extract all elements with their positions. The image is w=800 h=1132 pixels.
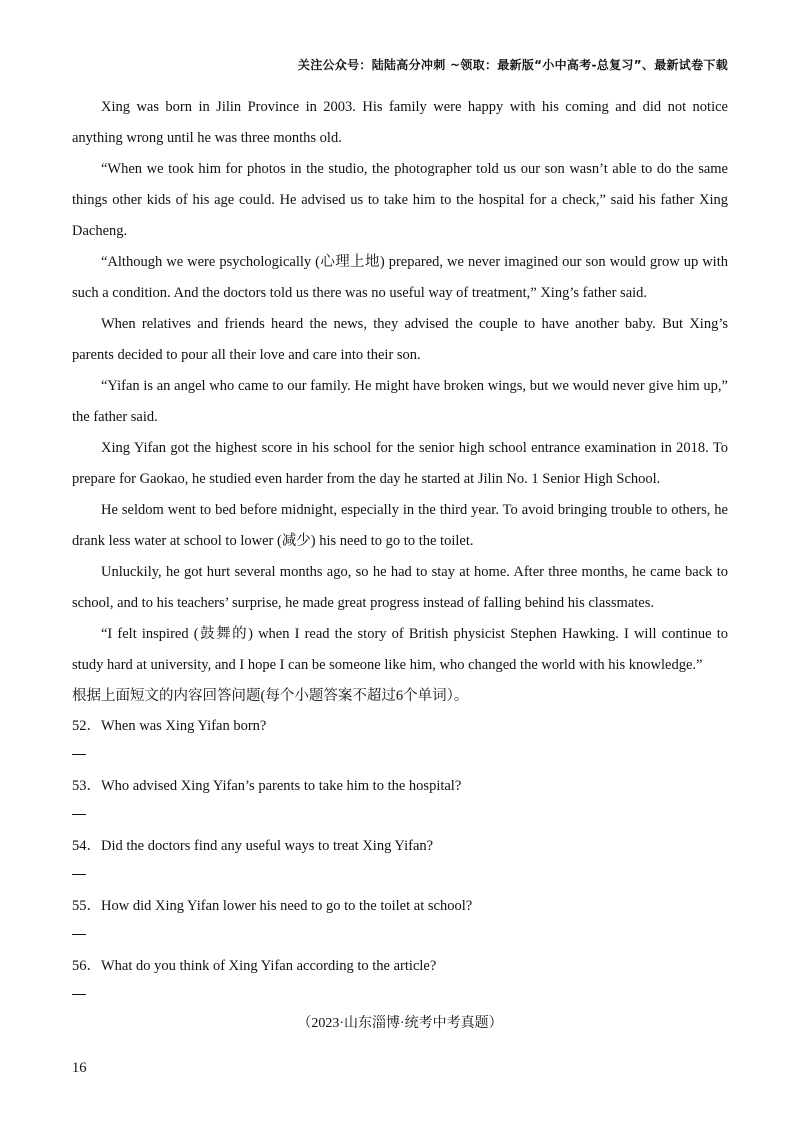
question-54: 54．Did the doctors find any useful ways to treat Xing Yifan? [72,838,434,854]
question-55: 55．How did Xing Yifan lower his need to go to the toilet at school? [72,898,473,914]
article-paragraph-5: “Yifan is an angel who came to our family. He might have broken wings, but we would never give him up,” the father said. [72,378,728,425]
article-paragraph-6: Xing Yifan got the highest score in his school for the senior high school entrance examination in 2018. To prepare for Gaokao, he studied even harder from the day he started at Jilin No. 1 Senior High School. [72,440,728,487]
page-number: 16 [72,1060,87,1076]
article-paragraph-3: “Although we were psychologically (心理上地) prepared, we never imagined our son would grow up with such a condition. And the doctors told us there was no useful way of treatment,” Xing’s father said. [72,254,728,301]
article-paragraph-4: When relatives and friends heard the news, they advised the couple to have another baby. But Xing’s parents decided to pour all their love and care into their son. [72,316,728,363]
answer-line-52[interactable] [72,741,728,772]
exam-source: （2023·山东淄博·统考中考真题） [297,1016,503,1031]
article-paragraph-9: “I felt inspired (鼓舞的) when I read the story of British physicist Stephen Hawking. I will continue to study hard at university, and I hope I can be someone like him, who changed the world with his knowledge.” [72,626,728,673]
question-instruction: 根据上面短文的内容回答问题(每个小题答案不超过6个单词）。 [72,688,469,704]
answer-line-54[interactable] [72,861,728,892]
question-list [72,712,728,1012]
question-53: 53．Who advised Xing Yifan’s parents to take him to the hospital? [72,778,462,794]
answer-line-55[interactable] [72,921,728,952]
article-paragraph-2: “When we took him for photos in the studio, the photographer told us our son wasn’t able to do the same things other kids of his age could. He advised us to take him to the hospital for a check,” said his father Xing Dacheng. [72,161,728,239]
page-header: 关注公众号：陆陆高分冲刺 ~领取：最新版“小中高考-总复习”、最新试卷下载 [297,58,728,72]
answer-line-53[interactable] [72,801,728,832]
question-52: 52．When was Xing Yifan born? [72,718,267,734]
article-paragraph-8: Unluckily, he got hurt several months ago, so he had to stay at home. After three months, he came back to school, and to his teachers’ surprise, he made great progress instead of falling behind his classmates. [72,564,728,611]
main-content [72,92,728,1012]
article-paragraph-1: Xing was born in Jilin Province in 2003. His family were happy with his coming and did not notice anything wrong until he was three months old. [72,99,728,146]
question-56: 56．What do you think of Xing Yifan according to the article? [72,958,437,974]
article [72,92,728,681]
answer-line-56[interactable] [72,981,728,1012]
article-paragraph-7: He seldom went to bed before midnight, especially in the third year. To avoid bringing trouble to others, he drank less water at school to lower (减少) his need to go to the toilet. [72,502,728,549]
